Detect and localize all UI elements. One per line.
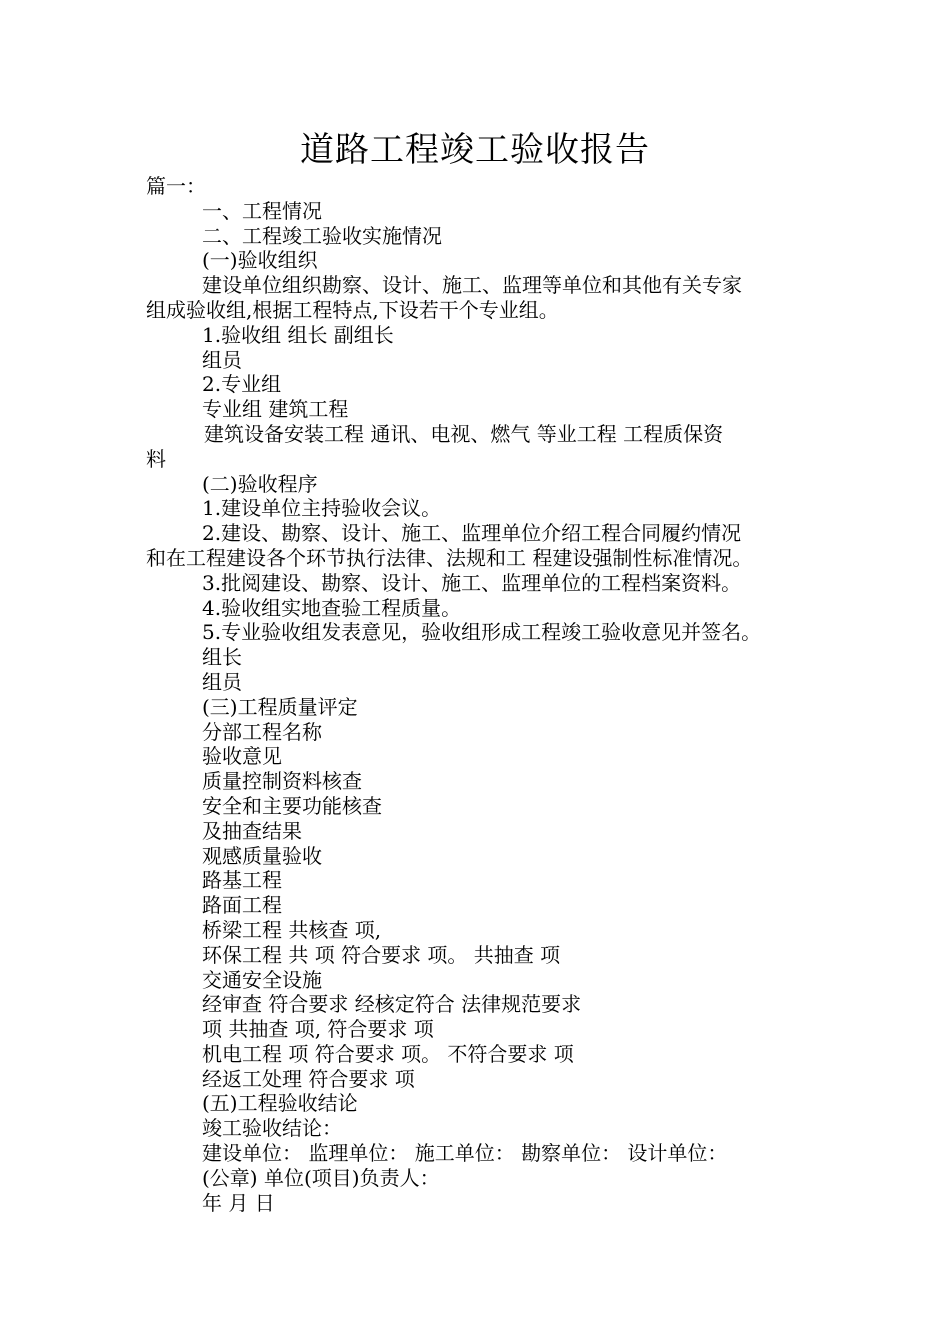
text-line: 经审查 符合要求 经核定符合 法律规范要求 — [202, 992, 582, 1017]
text-line: 和在工程建设各个环节执行法律、法规和工 程建设强制性标准情况。 — [146, 545, 753, 570]
text-line: 二、工程竣工验收实施情况 — [202, 223, 442, 248]
text-line: 质量控制资料核查 — [202, 769, 362, 794]
document-title: 道路工程竣工验收报告 — [300, 130, 650, 170]
text-line: 观感质量验收 — [202, 843, 322, 868]
text-line: 5.专业验收组发表意见，验收组形成工程竣工验收意见并签名。 — [202, 620, 762, 645]
text-line: 桥梁工程 共核查 项, — [202, 917, 382, 942]
text-line: 及抽查结果 — [202, 818, 302, 843]
text-line: 安全和主要功能核查 — [202, 793, 382, 818]
text-line: 篇一： — [146, 174, 206, 198]
text-line: (一)验收组织 — [202, 248, 318, 273]
text-line: 环保工程 共 项 符合要求 项。 共抽查 项 — [202, 942, 561, 967]
text-line: 经返工处理 符合要求 项 — [202, 1066, 415, 1091]
text-line: 一、工程情况 — [202, 198, 322, 223]
text-line: 1.建设单位主持验收会议。 — [202, 496, 442, 521]
document-body — [146, 174, 826, 1215]
text-line: 组成验收组,根据工程特点,下设若干个专业组。 — [146, 297, 559, 322]
text-line: 路基工程 — [202, 868, 282, 893]
text-line: 2.建设、勘察、设计、施工、监理单位介绍工程合同履约情况 — [202, 521, 742, 546]
text-line: 竣工验收结论： — [202, 1116, 342, 1141]
text-line: 2.专业组 — [202, 372, 282, 397]
text-line: 年 月 日 — [202, 1190, 275, 1215]
text-line: 专业组 建筑工程 — [202, 397, 349, 422]
text-line: 建设单位组织勘察、设计、施工、监理等单位和其他有关专家 — [202, 273, 742, 298]
text-line: 路面工程 — [202, 893, 282, 918]
text-line: 机电工程 项 符合要求 项。 不符合要求 项 — [202, 1041, 574, 1066]
text-line: 交通安全设施 — [202, 967, 322, 992]
text-line: (公章) 单位(项目)负责人： — [202, 1165, 440, 1190]
text-line: 验收意见 — [202, 744, 282, 769]
text-line: (五)工程验收结论 — [202, 1091, 358, 1116]
text-line: 1.验收组 组长 副组长 — [202, 322, 394, 347]
text-line: 组员 — [202, 347, 242, 372]
text-line: 组员 — [202, 669, 242, 694]
text-line: 项 共抽查 项, 符合要求 项 — [202, 1017, 434, 1042]
text-line: (三)工程质量评定 — [202, 694, 358, 719]
text-line: 4.验收组实地查验工程质量。 — [202, 595, 462, 620]
text-line: 建筑设备安装工程 通讯、电视、燃气 等业工程 工程质保资 — [204, 421, 724, 446]
text-line: 分部工程名称 — [202, 719, 322, 744]
text-line: 料 — [146, 446, 166, 471]
text-line: (二)验收程序 — [202, 471, 318, 496]
text-line: 建设单位： 监理单位： 施工单位： 勘察单位： 设计单位： — [202, 1141, 728, 1166]
text-line: 3.批阅建设、勘察、设计、施工、监理单位的工程档案资料。 — [202, 570, 742, 595]
text-line: 组长 — [202, 645, 242, 670]
